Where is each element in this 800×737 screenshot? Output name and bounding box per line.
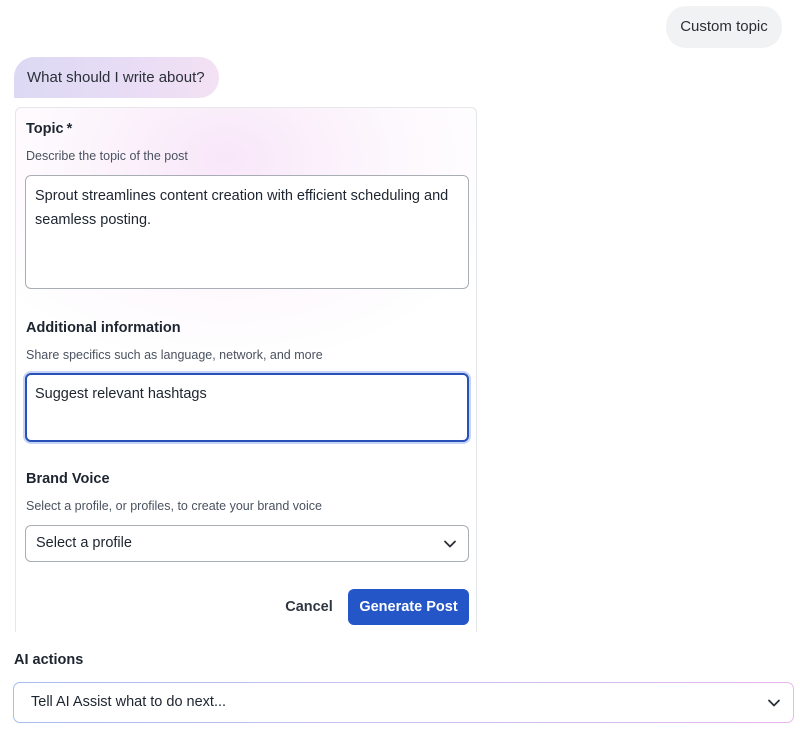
- generate-post-button[interactable]: Generate Post: [348, 589, 469, 625]
- additional-info-textarea[interactable]: Suggest relevant hashtags: [25, 373, 469, 442]
- chevron-down-icon: [767, 696, 781, 710]
- cancel-button[interactable]: Cancel: [278, 590, 340, 624]
- user-message-bubble: Custom topic: [666, 6, 782, 48]
- additional-info-help-text: Share specifics such as language, network, and more: [26, 348, 323, 362]
- brand-voice-selected-value: Select a profile: [36, 535, 132, 551]
- required-marker: *: [66, 121, 73, 137]
- ai-actions-label: AI actions: [14, 652, 84, 668]
- topic-textarea[interactable]: Sprout streamlines content creation with efficient scheduling and seamless posting.: [25, 175, 469, 289]
- brand-voice-label: Brand Voice: [26, 471, 110, 487]
- ai-actions-select-border: [13, 682, 794, 723]
- write-post-form: [15, 107, 477, 632]
- additional-info-label: Additional information: [26, 320, 181, 336]
- assistant-message-bubble: What should I write about?: [14, 57, 219, 98]
- topic-help-text: Describe the topic of the post: [26, 149, 188, 163]
- chevron-down-icon: [443, 537, 457, 551]
- ai-actions-placeholder: Tell AI Assist what to do next...: [31, 694, 227, 710]
- topic-label-text: Topic: [26, 121, 64, 137]
- ai-actions-select[interactable]: [14, 683, 793, 722]
- brand-voice-select[interactable]: [25, 525, 469, 562]
- topic-label: [26, 121, 72, 137]
- brand-voice-help-text: Select a profile, or profiles, to create your brand voice: [26, 499, 322, 513]
